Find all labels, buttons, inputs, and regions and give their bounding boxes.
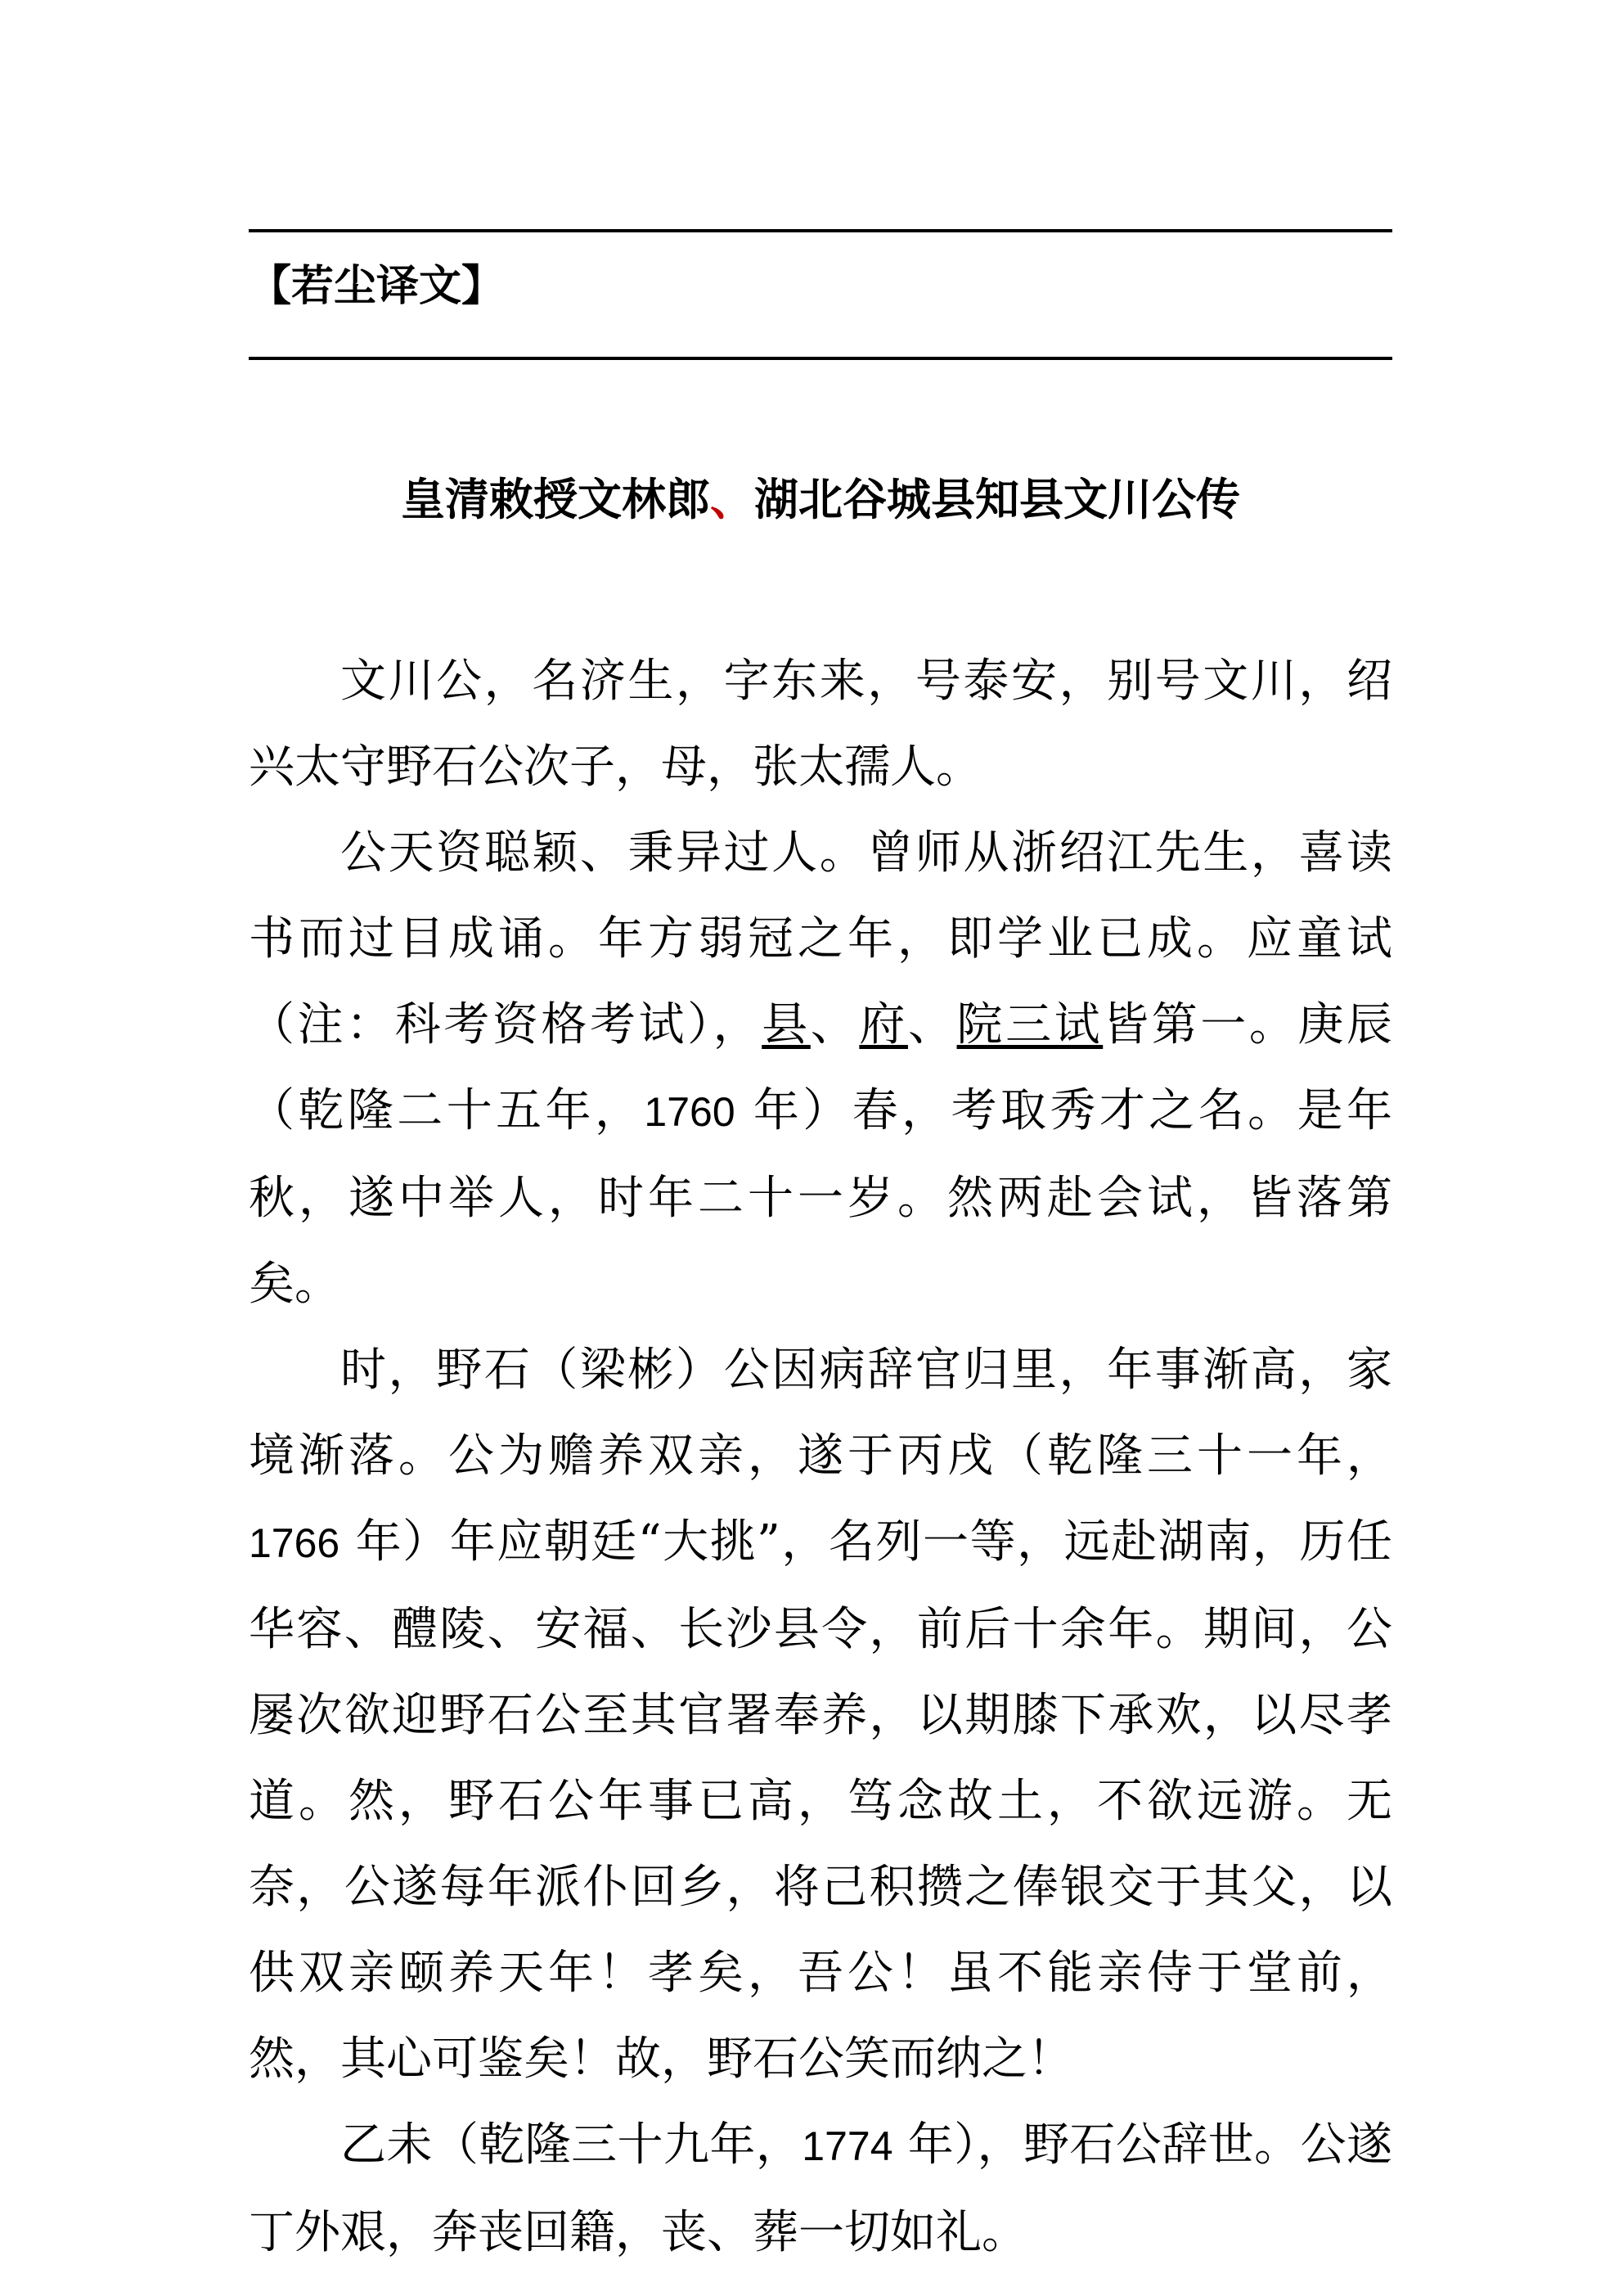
p2-sep-1: 、 (810, 998, 860, 1051)
p2-text-a: 公天资聪颖、秉异过人。曾师从浙绍江先生，喜读书而过目成诵。年方弱冠之年，即学业已成。应童试（注：科考资格考试）， (249, 826, 1392, 1051)
title-part-1: 皇清敕授文林郎 (401, 473, 710, 525)
title-separator: 、 (710, 473, 754, 525)
title-part-2: 湖北谷城县知县文川公传 (754, 473, 1240, 525)
p2-text-b: 皆第一。庚辰（乾隆二十五年， (249, 998, 1393, 1137)
exam-prefecture: 府 (859, 998, 908, 1051)
p4-text-a: 乙未（乾隆三十九年， (340, 2118, 803, 2172)
paragraph-4 (249, 2102, 1392, 2276)
exam-academy: 院三试 (956, 998, 1104, 1051)
paragraph-2 (249, 810, 1392, 1327)
p3-year: 1766 (249, 1520, 340, 1566)
p2-sep-2: 、 (907, 998, 957, 1051)
p4-year: 1774 (802, 2123, 893, 2169)
exam-county: 县 (762, 998, 811, 1051)
document-title (249, 470, 1392, 528)
body-text (249, 638, 1392, 2276)
paragraph-3 (249, 1327, 1392, 2102)
p3-text-b: 年）年应朝廷“大挑”，名列一等，远赴湖南，历任华容、醴陵、安福、长沙县令，前后十余年。期间，公屡次欲迎野石公至其官署奉养，以期膝下承欢，以尽孝道。然，野石公年事已高，笃念故土，不欲远游。无奈，公遂每年派仆回乡，将己积攒之俸银交于其父，以供双亲颐养天年！孝矣，吾公！虽不能亲侍于堂前，然，其心可鉴矣！故，野石公笑而纳之！ (249, 1515, 1392, 2086)
section-label: 【若尘译文】 (249, 261, 505, 311)
p3-text-a: 时，野石（梁彬）公因病辞官归里，年事渐高，家境渐落。公为赡养双亲，遂于丙戌（乾隆三十一年， (249, 1344, 1392, 1483)
paragraph-1: 文川公，名济生，字东来，号泰安，别号文川，绍兴太守野石公次子，母，张太孺人。 (249, 655, 1392, 794)
p4-text-b: 年），野石公辞世。公遂丁外艰，奔丧回籍，丧、葬一切如礼。 (249, 2118, 1392, 2259)
top-rule (249, 229, 1392, 232)
bottom-rule (249, 357, 1392, 360)
p2-text-c: 年）春，考取秀才之名。是年秋，遂中举人，时年二十一岁。然两赴会试，皆落第矣。 (249, 1084, 1392, 1311)
p2-year: 1760 (644, 1089, 735, 1135)
